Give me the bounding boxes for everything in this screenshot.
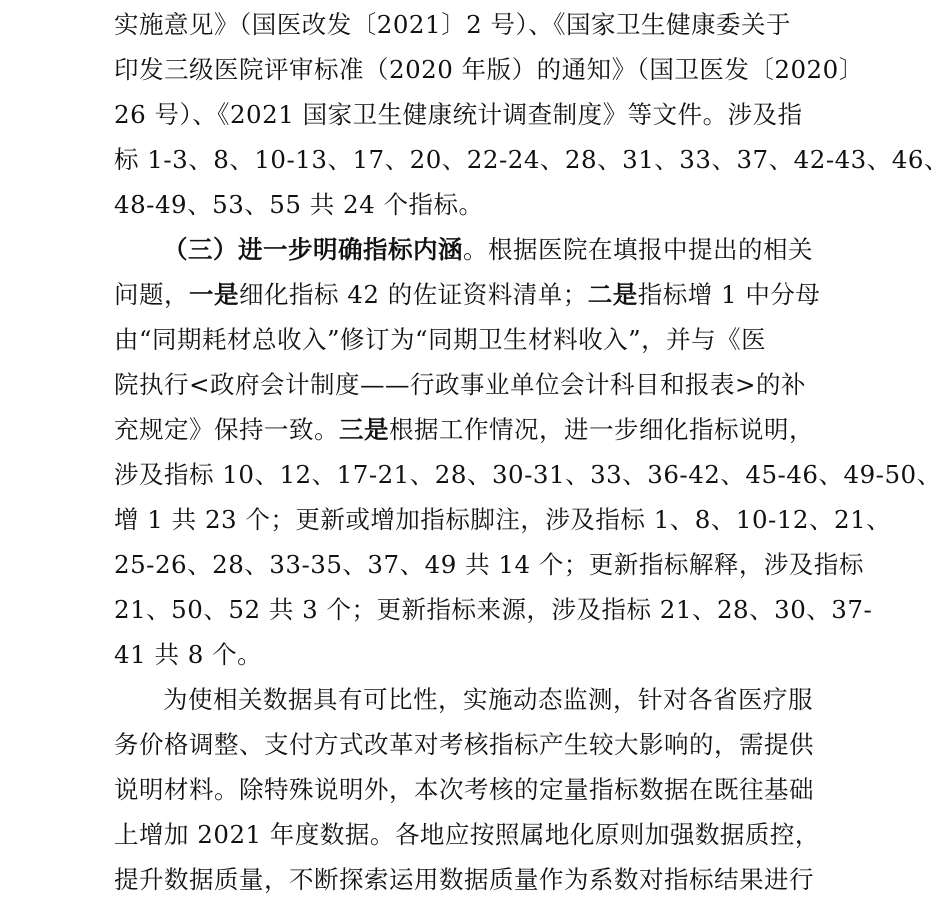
text-line-10: [114, 415, 814, 444]
text-line-15: 41 共 8 个。: [114, 640, 263, 669]
text-line-8: 由“同期耗材总收入”修订为“同期卫生材料收入”，并与《医: [114, 325, 767, 354]
text-line-17: 务价格调整、支付方式改革对考核指标产生较大影响的，需提供: [114, 730, 814, 759]
text-line-12: 增 1 共 23 个；更新或增加指标脚注，涉及指标 1、8、10-12、21、: [114, 505, 892, 534]
text-line-5: 48-49、53、55 共 24 个指标。: [114, 190, 484, 219]
text-line-2: 印发三级医院评审标准（2020 年版）的通知》（国卫医发〔2020〕: [114, 55, 864, 84]
text-segment: 问题，: [114, 280, 189, 309]
text-line-11: 涉及指标 10、12、17-21、28、30-31、33、36-42、45-46、49-50、: [114, 460, 942, 489]
section-three-intro: 。根据医院在填报中提出的相关: [463, 235, 813, 264]
enum-three-label: 三是: [339, 415, 389, 444]
text-line-20: 提升数据质量，不断探索运用数据质量作为系数对指标结果进行: [114, 865, 814, 894]
text-line-18: 说明材料。除特殊说明外，本次考核的定量指标数据在既往基础: [114, 775, 814, 804]
text-line-13: 25-26、28、33-35、37、49 共 14 个；更新指标解释，涉及指标: [114, 550, 864, 579]
text-segment: 细化指标 42 的佐证资料清单；: [239, 280, 588, 309]
section-three-heading-line: [163, 235, 813, 264]
paragraph-start-line: 为使相关数据具有可比性，实施动态监测，针对各省医疗服: [163, 685, 813, 714]
text-line-3: 26 号）、《2021 国家卫生健康统计调查制度》等文件。涉及指: [114, 100, 803, 129]
text-line-14: 21、50、52 共 3 个；更新指标来源，涉及指标 21、28、30、37-: [114, 595, 873, 624]
text-line-9: 院执行<政府会计制度——行政事业单位会计科目和报表>的补: [114, 370, 807, 399]
section-three-heading: （三）进一步明确指标内涵: [163, 235, 463, 264]
text-segment: 指标增 1 中分母: [637, 280, 821, 309]
enum-one-label: 一是: [189, 280, 239, 309]
text-segment: 根据工作情况，进一步细化指标说明，: [389, 415, 814, 444]
text-line-4: 标 1-3、8、10-13、17、20、22-24、28、31、33、37、42-43、46、: [114, 145, 949, 174]
text-line-19: 上增加 2021 年度数据。各地应按照属地化原则加强数据质控，: [114, 820, 820, 849]
enum-two-label: 二是: [587, 280, 638, 309]
text-segment: 充规定》保持一致。: [114, 415, 339, 444]
text-line-1: 实施意见》（国医改发〔2021〕2 号）、《国家卫生健康委关于: [114, 10, 791, 39]
text-line-7: [114, 280, 821, 309]
